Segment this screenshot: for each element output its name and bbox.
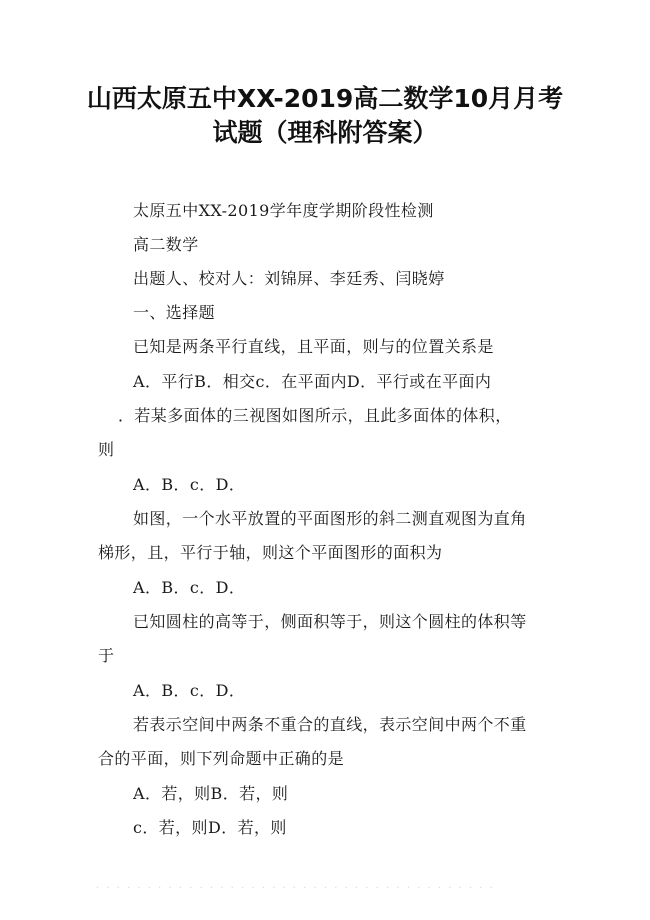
question-text: 已知是两条平行直线，且平面，则与的位置关系是	[133, 337, 494, 356]
question-text-continued: 则	[98, 440, 115, 459]
question-text: 如图，一个水平放置的平面图形的斜二测直观图为直角	[133, 509, 527, 528]
question-text-continued: 于	[98, 646, 115, 665]
answer-options: A．平行B．相交c．在平面内D．平行或在平面内	[133, 372, 492, 391]
question-text-continued: 合的平面，则下列命题中正确的是	[98, 749, 345, 768]
answer-options: A．B．c．D．	[133, 578, 246, 597]
question-text: ．若某多面体的三视图如图所示，且此多面体的体积，	[118, 406, 512, 425]
answer-options: A．若，则B．若，则	[133, 784, 289, 803]
exam-header: 太原五中XX-2019学年度学期阶段性检测	[133, 201, 434, 220]
document-title-line-2: 试题（理科附答案）	[212, 118, 438, 147]
subject-line: 高二数学	[133, 235, 199, 254]
answer-options: A．B．c．D．	[133, 475, 246, 494]
document-title-line-1: 山西太原五中XX-2019高二数学10月月考	[86, 84, 564, 113]
question-text: 已知圆柱的高等于，侧面积等于，则这个圆柱的体积等	[133, 612, 527, 631]
answer-options: A．B．c．D．	[133, 681, 246, 700]
question-text-continued: 梯形，且，平行于轴，则这个平面图形的面积为	[98, 543, 443, 562]
page-footer-decoration: . . . . . . . . . . . . . . . . . . . . . . . . . . . . . . . . . . . . . . .	[96, 880, 495, 891]
section-heading: 一、选择题	[133, 303, 216, 322]
question-text: 若表示空间中两条不重合的直线，表示空间中两个不重	[133, 715, 527, 734]
answer-options: c．若，则D．若，则	[133, 818, 287, 837]
authors-line: 出题人、校对人：刘锦屏、李廷秀、闫晓婷	[133, 269, 445, 288]
